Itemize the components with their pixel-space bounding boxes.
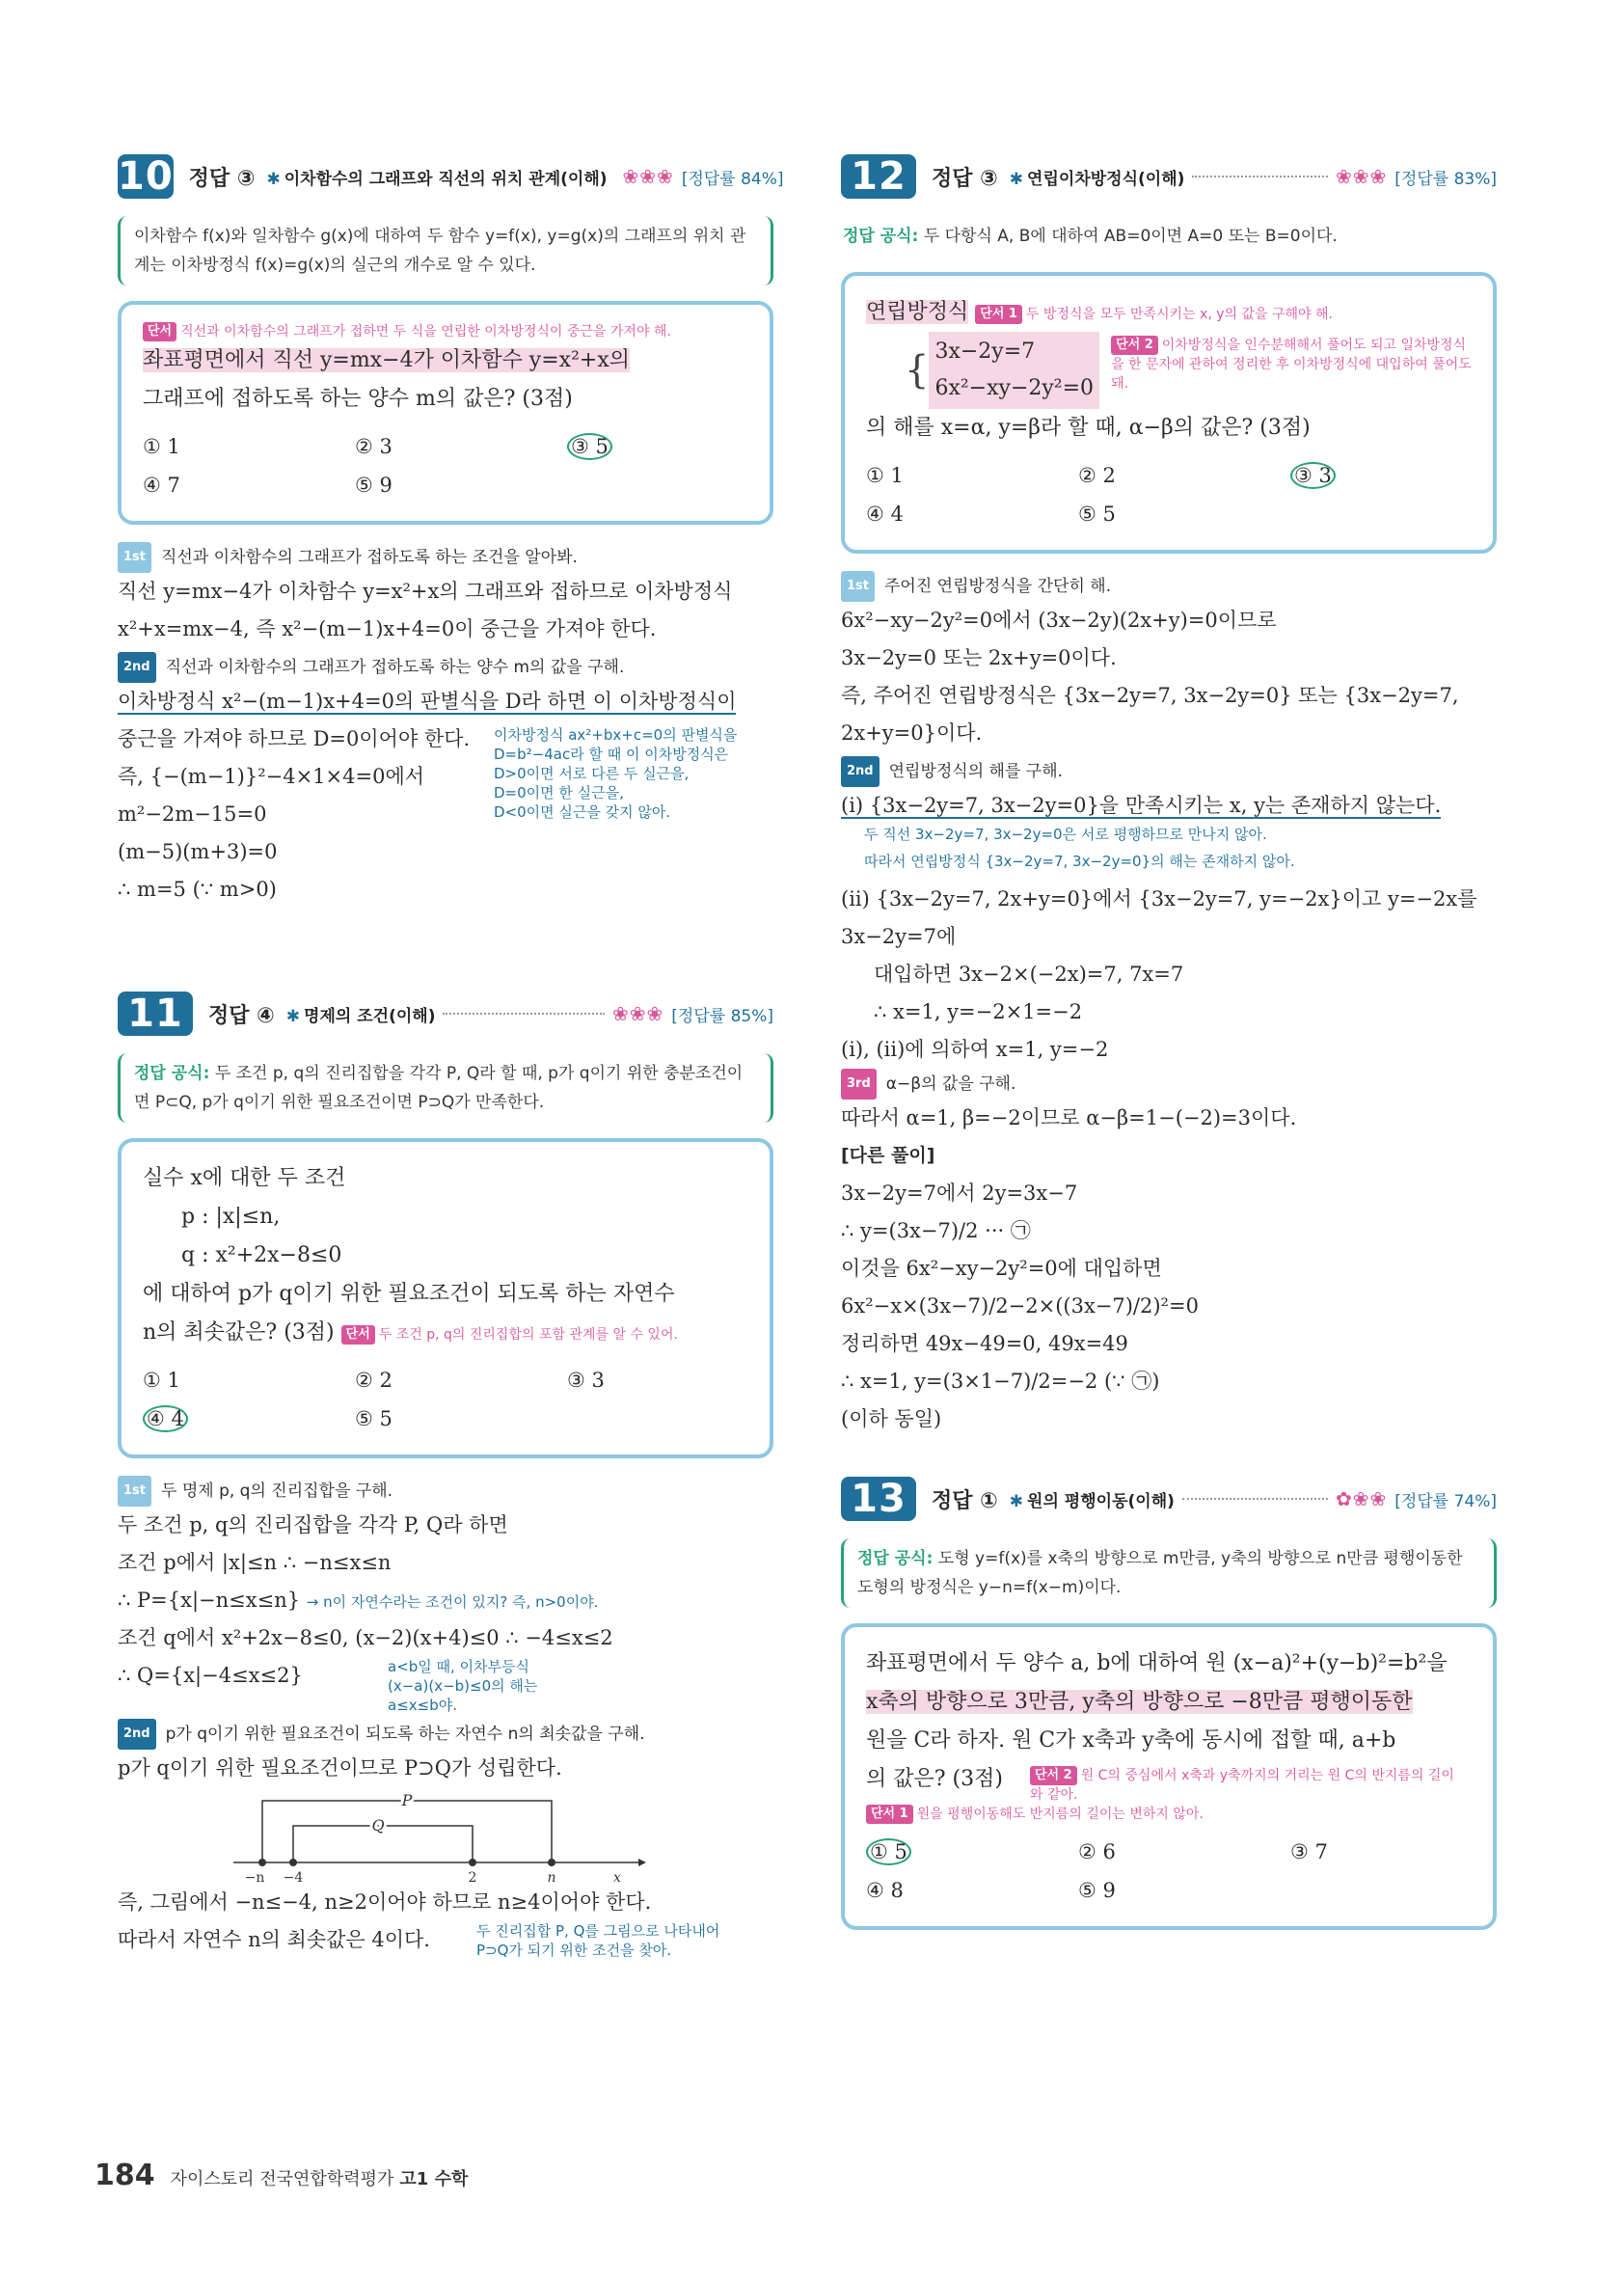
topic bbox=[1010, 1487, 1175, 1511]
solution-line: (ii) {3x−2y=7, 2x+y=0}에서 {3x−2y=7, y=−2x}이고 y=−2x를 3x−2y=7에 bbox=[841, 887, 1477, 948]
solution-line: 3x−2y=0 또는 2x+y=0이다. bbox=[841, 646, 1117, 669]
hint bbox=[1030, 1766, 1454, 1805]
solution bbox=[118, 1750, 773, 1787]
point-neg-n bbox=[258, 1859, 266, 1866]
topic-text: 이차함수의 그래프와 직선의 위치 관계(이해) bbox=[284, 169, 608, 189]
choice-5[interactable]: ⑤ 5 bbox=[355, 1407, 392, 1430]
note-key: 정답 공식: bbox=[843, 227, 919, 246]
star-icon: ✱ bbox=[1009, 1491, 1024, 1511]
topic bbox=[266, 165, 607, 189]
problem-12-header bbox=[841, 154, 1497, 199]
solution-line bbox=[118, 1582, 773, 1619]
solution bbox=[118, 573, 773, 648]
hint-tag: 단서 1 bbox=[866, 1805, 913, 1824]
solution-line bbox=[118, 1921, 773, 1960]
note-line: 이차방정식 ax²+bx+c=0의 판별식을 bbox=[494, 726, 738, 744]
label-x: x bbox=[613, 1870, 621, 1884]
note-line: D<0이면 실근을 갖지 않아. bbox=[494, 803, 671, 821]
step-text: 직선과 이차함수의 그래프가 접하도록 하는 조건을 알아봐. bbox=[161, 548, 578, 567]
question-box bbox=[118, 1138, 773, 1458]
left-column bbox=[118, 154, 784, 1960]
note-text: 두 조건 p, q의 진리집합을 각각 P, Q라 할 때, p가 q이기 위한 충분조건이면 P⊂Q, p가 q이기 위한 필요조건이면 P⊃Q가 만족한다. bbox=[134, 1064, 744, 1112]
question-line: q : x²+2x−8≤0 bbox=[181, 1243, 342, 1267]
solution-line: ∴ x=1, y=−2×1=−2 bbox=[874, 1000, 1083, 1023]
solution-line: 즉, 주어진 연립방정식은 {3x−2y=7, 3x−2y=0} 또는 {3x−2y=7, 2x+y=0}이다. bbox=[841, 684, 1459, 745]
step-text: 연립방정식의 해를 구해. bbox=[888, 762, 1064, 781]
step-text: 두 명제 p, q의 진리집합을 구해. bbox=[161, 1481, 393, 1501]
choice-1-correct[interactable] bbox=[866, 1834, 1078, 1870]
note-text: 두 다항식 A, B에 대하여 AB=0이면 A=0 또는 B=0이다. bbox=[923, 227, 1338, 246]
choice-3-correct[interactable] bbox=[1290, 457, 1502, 494]
hint bbox=[143, 322, 748, 341]
hint-text: 직선과 이차함수의 그래프가 접하면 두 식을 연립한 이차방정식이 중근을 가져야 해. bbox=[180, 324, 671, 340]
step-1 bbox=[841, 571, 1497, 602]
solution bbox=[118, 683, 773, 909]
choice-1[interactable]: ① 1 bbox=[866, 464, 904, 487]
choice-2[interactable]: ② 2 bbox=[355, 1369, 392, 1392]
answer-label: 정답 ③ bbox=[188, 166, 256, 191]
solution-line: (m−5)(m+3)=0 bbox=[118, 840, 278, 863]
equation-2: 6x²−xy−2y²=0 bbox=[934, 376, 1095, 400]
question-line bbox=[143, 341, 748, 380]
note-line: P⊃Q가 되기 위한 조건을 찾아. bbox=[476, 1942, 672, 1959]
problem-11-header bbox=[118, 992, 773, 1036]
solution-line: 6x²−x×(3x−7)/2−2×((3x−7)/2)²=0 bbox=[841, 1294, 1199, 1318]
solution-line: 정리하면 49x−49=0, 49x=49 bbox=[841, 1332, 1128, 1355]
solution-line bbox=[841, 787, 1497, 825]
note-line: (x−a)(x−b)≤0의 해는 bbox=[388, 1677, 538, 1695]
solution-line: 즉, {−(m−1)}²−4×1×4=0에서 bbox=[118, 765, 425, 788]
page-number: 184 bbox=[95, 2159, 155, 2192]
set-P-bracket bbox=[262, 1801, 552, 1862]
hint-text: 두 방정식을 모두 만족시키는 x, y의 값을 구해야 해. bbox=[1025, 307, 1333, 322]
formula-note: 이차함수 f(x)와 일차함수 g(x)에 대하여 두 함수 y=f(x), y=g(x)의 그래프의 위치 관계는 이차방정식 f(x)=g(x)의 실근의 개수로 알 수 있다. bbox=[118, 216, 773, 285]
step-text: α−β의 값을 구해. bbox=[885, 1074, 1016, 1094]
formula-note bbox=[841, 1538, 1497, 1608]
step-badge: 1st bbox=[841, 571, 875, 602]
question-line: p : |x|≤n, bbox=[181, 1205, 281, 1229]
correct-rate: [정답률 74%] bbox=[1394, 1491, 1497, 1511]
hint-text: 두 조건 p, q의 진리집합의 포함 관계를 알 수 있어. bbox=[378, 1327, 678, 1343]
question-line bbox=[866, 1760, 1472, 1805]
step-3 bbox=[841, 1069, 1497, 1100]
topic-text: 원의 평행이동(이해) bbox=[1027, 1491, 1175, 1511]
hint-tag: 단서 bbox=[143, 322, 176, 341]
solution-line: p가 q이기 위한 필요조건이므로 P⊃Q가 성립한다. bbox=[118, 1756, 562, 1780]
question-text: 의 값은? (3점) bbox=[866, 1767, 1003, 1791]
solution-line bbox=[118, 683, 773, 720]
solution bbox=[118, 1507, 773, 1715]
solution-line: (이하 동일) bbox=[841, 1407, 942, 1430]
problem-number: 13 bbox=[841, 1477, 916, 1521]
choice-1[interactable]: ① 1 bbox=[143, 435, 180, 458]
solution bbox=[841, 1100, 1497, 1438]
difficulty-flower-icon: ✿❀❀ bbox=[1335, 1487, 1388, 1510]
side-note: → n이 자연수라는 조건이 있지? 즉, n>0이야. bbox=[306, 1593, 599, 1611]
answer-label: 정답 ④ bbox=[208, 1003, 275, 1028]
hint-tag: 단서 bbox=[341, 1325, 375, 1345]
hint bbox=[1111, 336, 1472, 409]
question-line: 원을 C라 하자. 원 C가 x축과 y축에 동시에 접할 때, a+b bbox=[866, 1728, 1396, 1753]
question-box bbox=[841, 1623, 1497, 1930]
point-2 bbox=[469, 1859, 476, 1866]
solution-line: 대입하면 3x−2×(−2x)=7, 7x=7 bbox=[874, 963, 1184, 986]
note-line: D>0이면 서로 다른 두 실근을, bbox=[494, 765, 690, 782]
solution bbox=[841, 787, 1497, 1069]
solution-line: (i), (ii)에 의하여 x=1, y=−2 bbox=[841, 1038, 1109, 1061]
question-line bbox=[866, 293, 1472, 332]
label-neg-n: −n bbox=[244, 1870, 265, 1884]
spacer bbox=[841, 871, 1497, 881]
choice-5[interactable]: ⑤ 9 bbox=[1078, 1879, 1116, 1902]
question-line bbox=[866, 1683, 1472, 1722]
alt-solution-title: [다른 풀이] bbox=[841, 1145, 935, 1166]
label-n: n bbox=[547, 1870, 556, 1884]
solution-line: ∴ x=1, y=(3×1−7)/2=−2 (∵ ㉠) bbox=[841, 1370, 1160, 1393]
choice-2[interactable]: ② 2 bbox=[1078, 464, 1116, 487]
question-line: 에 대하여 p가 q이기 위한 필요조건이 되도록 하는 자연수 bbox=[143, 1282, 675, 1306]
equation-system bbox=[866, 332, 1472, 409]
correct-rate: [정답률 84%] bbox=[681, 169, 784, 189]
equation-1: 3x−2y=7 bbox=[934, 340, 1036, 364]
solution-line: 중근을 가져야 하므로 D=0이어야 한다. bbox=[118, 727, 471, 750]
choice-3[interactable]: ③ 3 bbox=[567, 1369, 605, 1392]
solution-line: ∴ m=5 (∵ m>0) bbox=[118, 878, 277, 901]
note-line: 두 진리집합 P, Q를 그림으로 나타내어 bbox=[476, 1922, 720, 1940]
choices bbox=[866, 1834, 1472, 1909]
step-badge: 1st bbox=[118, 1476, 151, 1507]
correct-rate: [정답률 85%] bbox=[671, 1006, 773, 1026]
step-2 bbox=[841, 756, 1497, 787]
solution-line bbox=[118, 1657, 773, 1715]
hint bbox=[975, 307, 1333, 322]
question-line: 의 해를 x=α, y=β라 할 때, α−β의 값은? (3점) bbox=[866, 416, 1311, 440]
difficulty-flower-icon: ❀❀❀ bbox=[611, 1002, 664, 1025]
choices bbox=[143, 1362, 748, 1437]
underlined-text: (i) {3x−2y=7, 3x−2y=0}을 만족시키는 x, y는 존재하지 않는다. bbox=[841, 794, 1442, 817]
choice-2[interactable]: ② 6 bbox=[1078, 1840, 1116, 1863]
solution-line: 직선 y=mx−4가 이차함수 y=x²+x의 그래프와 접하므로 이차방정식 bbox=[118, 580, 733, 603]
topic-text: 연립이차방정식(이해) bbox=[1027, 169, 1185, 189]
question-line: 그래프에 접하도록 하는 양수 m의 값은? (3점) bbox=[143, 387, 573, 411]
choice-5[interactable]: ⑤ 5 bbox=[1078, 503, 1116, 526]
answer-label: 정답 ① bbox=[932, 1488, 998, 1513]
step-text: p가 q이기 위한 필요조건이 되도록 하는 자연수 n의 최솟값을 구해. bbox=[165, 1725, 645, 1744]
axis-arrow-icon bbox=[638, 1859, 646, 1866]
label-2: 2 bbox=[468, 1870, 477, 1884]
discriminant-note bbox=[494, 725, 773, 822]
solution-text: ∴ P={x|−n≤x≤n} bbox=[118, 1589, 301, 1612]
note-line: D=0이면 한 실근을, bbox=[494, 784, 624, 802]
dotted-leader bbox=[443, 1013, 605, 1015]
hint-text: 원 C의 중심에서 x축과 y축까지의 거리는 원 C의 반지름의 길이와 같아. bbox=[1030, 1768, 1454, 1803]
page-footer bbox=[95, 2159, 468, 2192]
question-text: n의 최솟값은? (3점) bbox=[143, 1320, 335, 1345]
step-badge: 3rd bbox=[841, 1069, 877, 1100]
star-icon: ✱ bbox=[266, 169, 281, 189]
question-line: 실수 x에 대한 두 조건 bbox=[143, 1166, 346, 1190]
point-n bbox=[548, 1859, 555, 1866]
problem-number: 10 bbox=[118, 154, 174, 199]
answer-circle-text: ③ 5 bbox=[567, 433, 612, 460]
note-line: a≤x≤b야. bbox=[388, 1697, 457, 1714]
note-line: a<b일 때, 이차부등식 bbox=[388, 1658, 530, 1675]
step-badge: 2nd bbox=[118, 1719, 156, 1750]
side-note bbox=[476, 1921, 719, 1960]
step-badge: 2nd bbox=[841, 756, 880, 787]
star-icon: ✱ bbox=[285, 1006, 301, 1026]
formula-note bbox=[118, 1053, 773, 1123]
choice-1[interactable]: ① 1 bbox=[143, 1369, 180, 1392]
choice-3[interactable]: ③ 7 bbox=[1290, 1840, 1328, 1863]
side-note bbox=[388, 1657, 537, 1715]
solution bbox=[118, 1884, 773, 1960]
answer-label: 정답 ③ bbox=[932, 166, 998, 191]
choice-2[interactable]: ② 3 bbox=[355, 435, 392, 458]
step-2 bbox=[118, 1719, 773, 1750]
step-2 bbox=[118, 652, 773, 683]
problem-number: 11 bbox=[118, 992, 193, 1036]
number-line-figure bbox=[233, 1787, 658, 1884]
brace: { bbox=[905, 348, 930, 393]
question-text: 좌표평면에서 직선 y=mx−4가 이차함수 y=x²+x의 bbox=[143, 348, 630, 372]
solution-line: ∴ y=(3x−7)/2 ··· ㉠ bbox=[841, 1219, 1031, 1242]
solution-text: 따라서 자연수 n의 최솟값은 4이다. bbox=[118, 1928, 430, 1951]
problem-number: 12 bbox=[841, 154, 916, 199]
hint-tag: 단서 2 bbox=[1030, 1766, 1077, 1785]
equations bbox=[929, 332, 1099, 409]
hint-text: 원을 평행이동해도 반지름의 길이는 변하지 않아. bbox=[916, 1807, 1204, 1822]
point-neg-4 bbox=[289, 1859, 297, 1866]
choice-4[interactable]: ④ 4 bbox=[866, 503, 904, 526]
solution-line: 조건 q에서 x²+2x−8≤0, (x−2)(x+4)≤0 ∴ −4≤x≤2 bbox=[118, 1626, 613, 1649]
difficulty-flower-icon: ❀❀❀ bbox=[1335, 165, 1388, 188]
question-box bbox=[841, 272, 1497, 554]
answer-circle-text: ① 5 bbox=[866, 1838, 911, 1865]
side-note: 두 직선 3x−2y=7, 3x−2y=0은 서로 평행하므로 만나지 않아. bbox=[864, 826, 1267, 843]
topic bbox=[286, 1002, 436, 1026]
solution-line: m²−2m−15=0 bbox=[118, 802, 267, 826]
solution-line: 조건 p에서 |x|≤n ∴ −n≤x≤n bbox=[118, 1551, 392, 1574]
formula-note bbox=[841, 216, 1497, 257]
question-line bbox=[143, 1314, 748, 1352]
note-text: n이 자연수라는 조건이 있지? 즉, n>0이야. bbox=[323, 1593, 599, 1611]
question-box bbox=[118, 301, 773, 525]
dotted-leader bbox=[1182, 1498, 1328, 1500]
subject: 고1 수학 bbox=[399, 2169, 469, 2189]
hint bbox=[866, 1805, 1472, 1824]
side-note: 따라서 연립방정식 {3x−2y=7, 3x−2y=0}의 해는 존재하지 않아. bbox=[864, 853, 1295, 870]
hint bbox=[341, 1327, 678, 1343]
label-Q: Q bbox=[371, 1816, 385, 1835]
choice-4[interactable]: ④ 7 bbox=[143, 474, 180, 497]
step-badge: 1st bbox=[118, 542, 151, 573]
correct-rate: [정답률 83%] bbox=[1394, 169, 1497, 189]
choices bbox=[866, 457, 1472, 532]
note-text: 도형 y=f(x)를 x축의 방향으로 m만큼, y축의 방향으로 n만큼 평행이동한 도형의 방정식은 y−n=f(x−m)이다. bbox=[857, 1549, 1463, 1597]
choice-3-correct[interactable] bbox=[567, 428, 779, 465]
choice-4-correct[interactable] bbox=[143, 1400, 355, 1437]
right-column bbox=[841, 154, 1497, 1930]
step-1 bbox=[118, 542, 773, 573]
difficulty-flower-icon: ❀❀❀ bbox=[622, 165, 674, 188]
problem-10-header bbox=[118, 154, 784, 199]
solution-line: 3x−2y=7에서 2y=3x−7 bbox=[841, 1182, 1078, 1205]
step-badge: 2nd bbox=[118, 652, 156, 683]
choices bbox=[143, 428, 748, 503]
label-P: P bbox=[401, 1791, 413, 1809]
solution-text: ∴ Q={x|−4≤x≤2} bbox=[118, 1664, 303, 1687]
label-neg-4: −4 bbox=[283, 1870, 304, 1884]
solution-line: 6x²−xy−2y²=0에서 (3x−2y)(2x+y)=0이므로 bbox=[841, 609, 1277, 632]
choice-5[interactable]: ⑤ 9 bbox=[355, 474, 392, 497]
choice-4[interactable]: ④ 8 bbox=[866, 1879, 904, 1902]
topic-text: 명제의 조건(이해) bbox=[304, 1006, 436, 1026]
topic bbox=[1010, 165, 1185, 189]
question-text: 연립방정식 bbox=[866, 300, 969, 324]
note-key: 정답 공식: bbox=[134, 1064, 210, 1083]
question-text: x축의 방향으로 3만큼, y축의 방향으로 −8만큼 평행이동한 bbox=[866, 1690, 1413, 1714]
note-key: 정답 공식: bbox=[857, 1549, 934, 1568]
book-title: 자이스토리 전국연합학력평가 bbox=[170, 2169, 394, 2189]
dotted-leader bbox=[1192, 176, 1328, 177]
answer-circle-text: ③ 3 bbox=[1290, 462, 1336, 489]
note-line: D=b²−4ac라 할 때 이 이차방정식은 bbox=[494, 746, 729, 763]
hint-tag: 단서 2 bbox=[1111, 336, 1158, 355]
question-line: 좌표평면에서 두 양수 a, b에 대하여 원 (x−a)²+(y−b)²=b²을 bbox=[866, 1651, 1448, 1675]
solution-line: 이것을 6x²−xy−2y²=0에 대입하면 bbox=[841, 1257, 1162, 1280]
solution-line: x²+x=mx−4, 즉 x²−(m−1)x+4=0이 중근을 가져야 한다. bbox=[118, 617, 657, 640]
solution-line: 따라서 α=1, β=−2이므로 α−β=1−(−2)=3이다. bbox=[841, 1106, 1297, 1129]
star-icon: ✱ bbox=[1009, 169, 1024, 189]
underlined-text: 이차방정식 x²−(m−1)x+4=0의 판별식을 D라 하면 이 이차방정식이 bbox=[118, 690, 737, 713]
solution-line: 두 조건 p, q의 진리집합을 각각 P, Q라 하면 bbox=[118, 1513, 508, 1536]
step-1 bbox=[118, 1476, 773, 1507]
step-text: 주어진 연립방정식을 간단히 해. bbox=[884, 577, 1112, 596]
answer-circle-text: ④ 4 bbox=[143, 1405, 188, 1432]
step-text: 직선과 이차함수의 그래프가 접하도록 하는 양수 m의 값을 구해. bbox=[165, 658, 625, 677]
solution bbox=[841, 602, 1497, 752]
hint-tag: 단서 1 bbox=[975, 305, 1022, 324]
problem-13-header bbox=[841, 1477, 1497, 1521]
solution-line: 즉, 그림에서 −n≤−4, n≥2이어야 하므로 n≥4이어야 한다. bbox=[118, 1890, 652, 1914]
hint-text: 이차방정식을 인수분해해서 풀어도 되고 일차방정식을 한 문자에 관하여 정리한 후 이차방정식에 대입하여 풀어도 돼. bbox=[1111, 338, 1472, 392]
